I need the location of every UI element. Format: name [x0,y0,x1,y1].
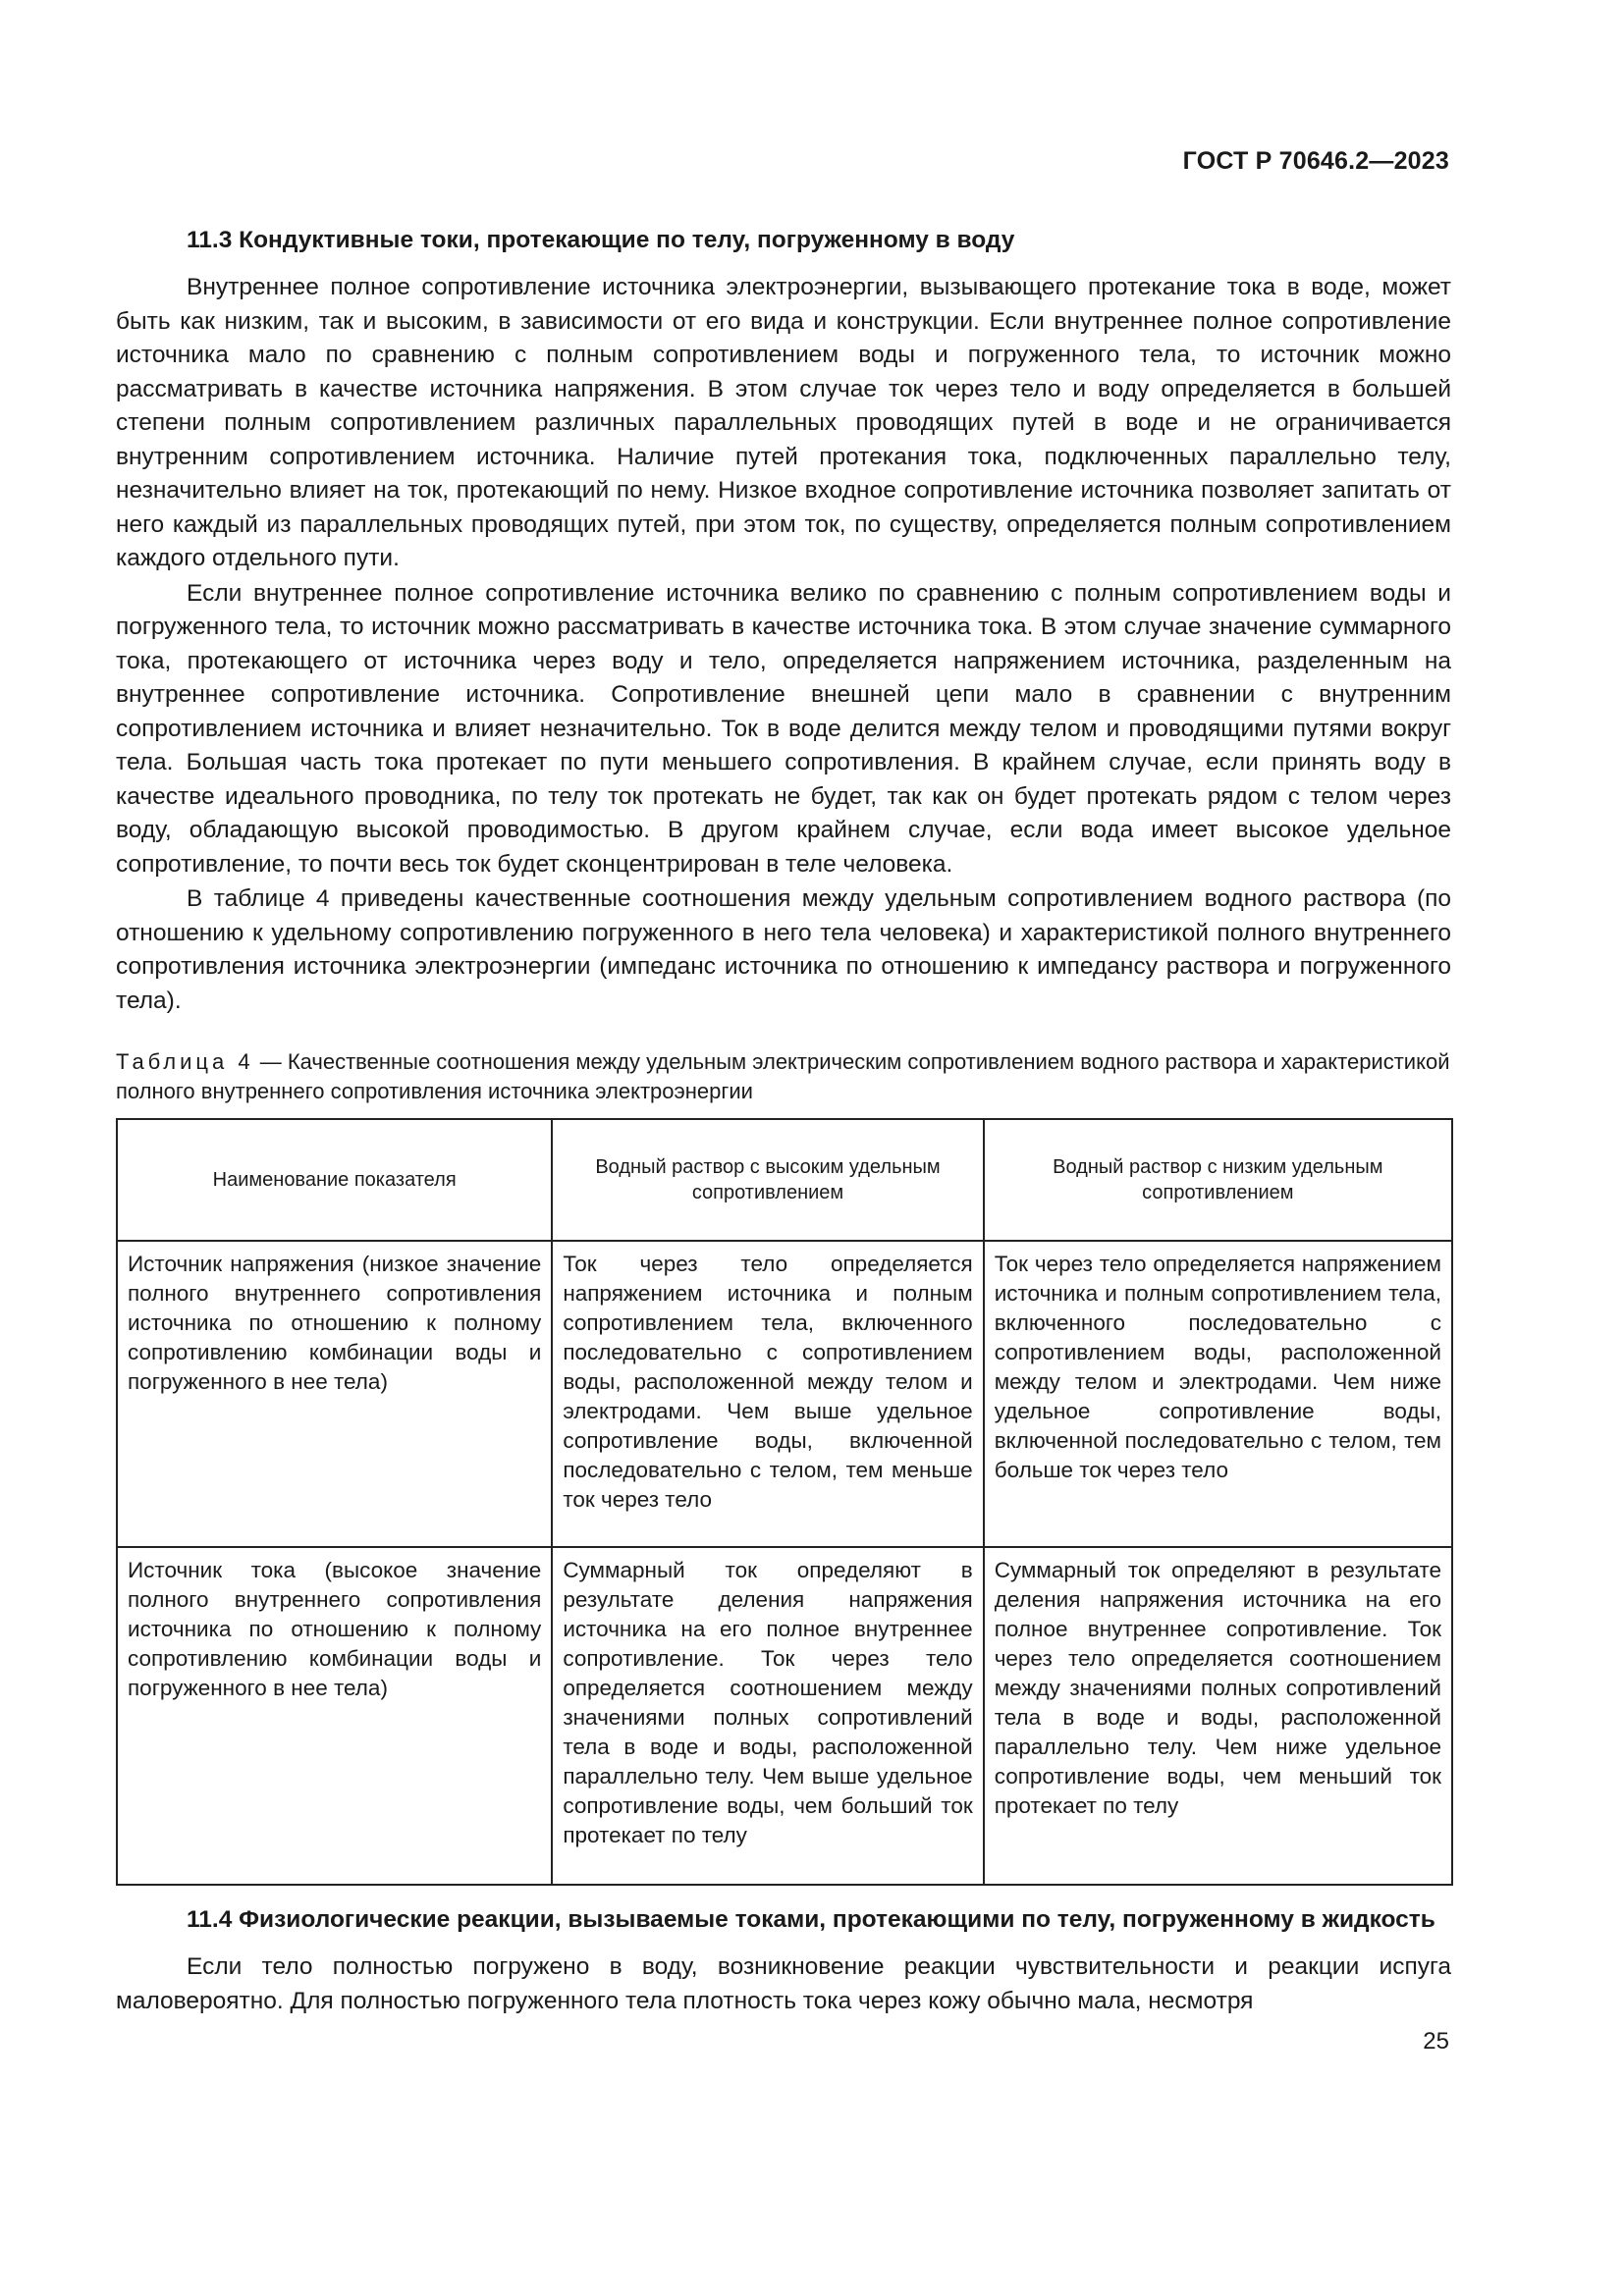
column-header-high-resistivity: Водный раствор с высоким удельным сопротивлением [552,1119,983,1241]
page-content [116,224,1451,2019]
table-caption-text: — Качественные соотношения между удельным электрическим сопротивлением водного раствора и характеристикой полного внутреннего сопротивления источника электроэнергии [116,1049,1450,1103]
table-cell: Источник напряжения (низкое значение полного внутреннего сопротивления источника по отношению к полному сопротивлению комбинации воды и погруженного в нее тела) [117,1241,552,1547]
section-11-4-heading: 11.4 Физиологические реакции, вызываемые токами, протекающими по телу, погруженному в жидкость [187,1906,1435,1933]
page-number: 25 [1423,2028,1449,2055]
table-4 [116,1118,1453,1886]
table-row [117,1241,1452,1547]
table-caption [116,1047,1451,1106]
paragraph: Если тело полностью погружено в воду, возникновение реакции чувствительности и реакции испуга маловероятно. Для полностью погруженного тела плотность тока через кожу обычно мала, несмотря [116,1953,1451,2014]
paragraph: В таблице 4 приведены качественные соотношения между удельным сопротивлением водного раствора (по отношению к удельному сопротивлению погруженного в него тела человека) и характеристикой полного внутреннего сопротивления источника электроэнергии (импеданс источника по отношению к импедансу раствора и погруженного тела). [116,885,1451,1014]
table-cell: Ток через тело определяется напряжением источника и полным сопротивлением тела, включенного последовательно с сопротивлением воды, расположенной между телом и электродами. Чем выше удельное сопротивление воды, включенной последовательно с телом, тем меньше ток через тело [552,1241,983,1547]
table-cell: Источник тока (высокое значение полного внутреннего сопротивления источника по отношению к полному сопротивлению комбинации воды и погруженного в нее тела) [117,1547,552,1885]
standard-code-header: ГОСТ Р 70646.2—2023 [1182,147,1449,175]
table-cell: Суммарный ток определяют в результате деления напряжения источника на его полное внутреннее сопротивление. Ток через тело определяется соотношением между значениями полных сопротивлений тела в воде и воды, расположенной параллельно телу. Чем ниже удельное сопротивление воды, чем меньший ток протекает по телу [984,1547,1452,1885]
column-header-low-resistivity: Водный раствор с низким удельным сопротивлением [984,1119,1452,1241]
table-cell: Ток через тело определяется напряжением источника и полным сопротивлением тела, включенного последовательно с сопротивлением воды, расположенной между телом и электродами. Чем ниже удельное сопротивление воды, включенной последовательно с телом, тем больше ток через тело [984,1241,1452,1547]
table-caption-label: Таблица 4 [116,1049,254,1074]
column-header-indicator: Наименование показателя [117,1119,552,1241]
table-cell: Суммарный ток определяют в результате деления напряжения источника на его полное внутреннее сопротивление. Ток через тело определяется соотношением между значениями полных сопротивлений тела в воде и воды, расположенной параллельно телу. Чем выше удельное сопротивление воды, чем больший ток протекает по телу [552,1547,983,1885]
paragraph: Если внутреннее полное сопротивление источника велико по сравнению с полным сопротивлением воды и погруженного тела, то источник можно рассматривать в качестве источника тока. В этом случае значение суммарного тока, протекающего от источника через воду и тело, определяется напряжением источника, разделенным на внутреннее сопротивление источника. Сопротивление внешней цепи мало в сравнении с внутренним сопротивлением источника и влияет незначительно. Ток в воде делится между телом и проводящими путями вокруг тела. Большая часть тока протекает по пути меньшего сопротивления. В крайнем случае, если принять воду в качестве идеального проводника, по телу ток протекать не будет, так как он будет протекать рядом с телом через воду, обладающую высокой проводимостью. В другом крайнем случае, если вода имеет высокое удельное сопротивление, то почти весь ток будет сконцентрирован в теле человека. [116,579,1451,878]
paragraph: Внутреннее полное сопротивление источника электроэнергии, вызывающего протекание тока в воде, может быть как низким, так и высоким, в зависимости от его вида и конструкции. Если внутреннее полное сопротивление источника мало по сравнению с полным сопротивлением воды и погруженного тела, то источник можно рассматривать в качестве источника напряжения. В этом случае ток через тело и воду определяется в большей степени полным сопротивлением различных параллельных проводящих путей в воде и не ограничивается внутренним сопротивлением источника. Наличие путей протекания тока, подключенных параллельно телу, незначительно влияет на ток, протекающий по нему. Низкое входное сопротивление источника позволяет запитать от него каждый из параллельных проводящих путей, при этом ток, по существу, определяется полным сопротивлением каждого отдельного пути. [116,274,1451,571]
table-row [117,1547,1452,1885]
table-header-row [117,1119,1452,1241]
section-11-3-heading: 11.3 Кондуктивные токи, протекающие по телу, погруженному в воду [187,227,1015,253]
